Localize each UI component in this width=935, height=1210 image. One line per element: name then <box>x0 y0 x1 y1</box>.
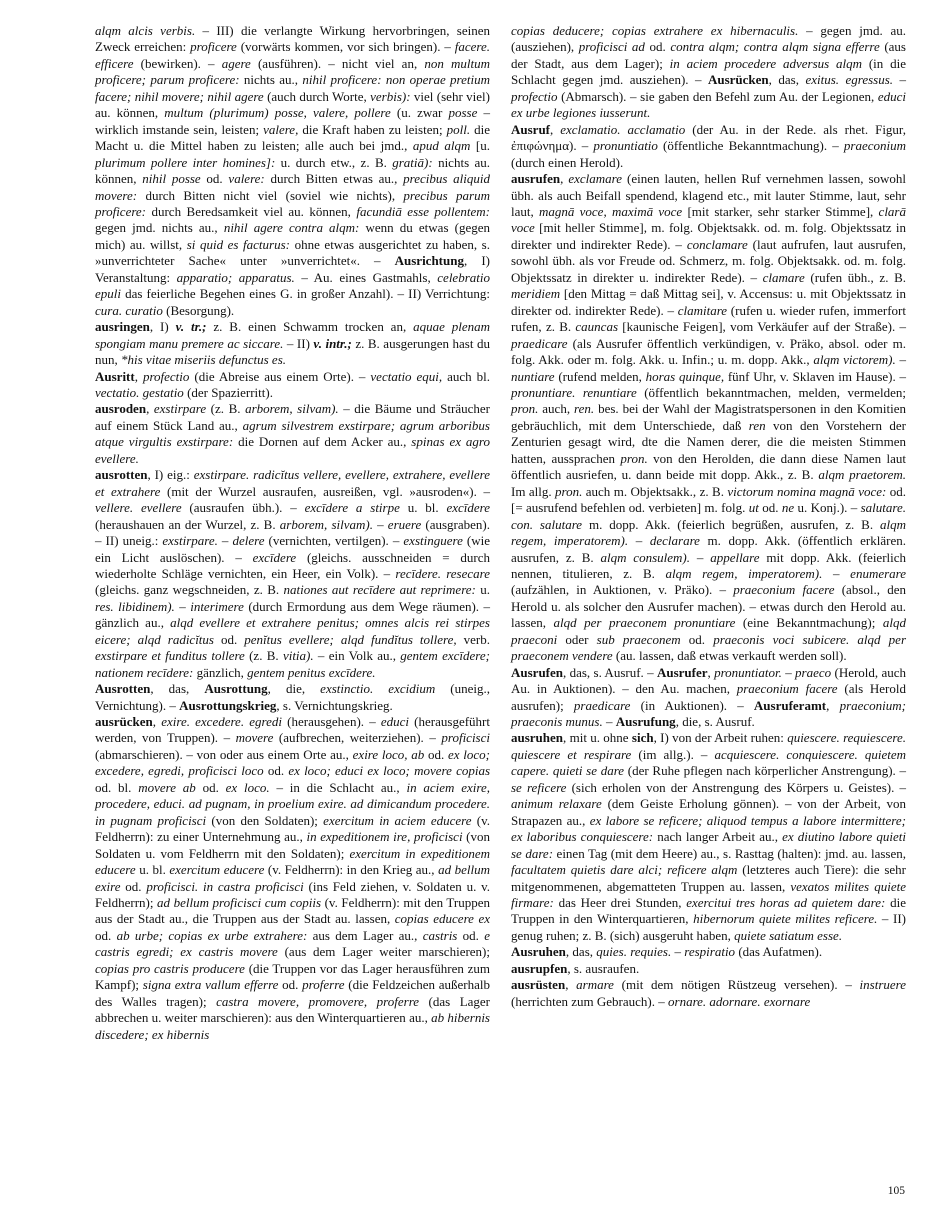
text-columns <box>95 23 906 1043</box>
dictionary-entry: ausrücken, exire. excedere. egredi (herausgehen). – educi (herausgeführt werden, von Truppen). – movere (aufbrechen, weiterziehen). – proficisci (abmarschieren). – von oder aus einem Orte au., exire loco, ab od. ex loco; excedere, egredi, proficisci loco od. ex loco; educi ex loco; movere copias od. bl. movere ab od. ex loco. – in die Schlacht au., in aciem exire, procedere, educi. ad pugnam, in proelium exire. ad dimicandum procedere. in pugnam proficisci (von den Soldaten); exercitum in aciem educere (v. Feldherrn): zu einer Unternehmung au., in expeditionem ire, proficisci (von Soldaten u. vom Feldherrn mit den Soldaten); exercitum in expeditionem educere u. bl. exercitum educere (v. Feldherrn): in den Krieg au., ad bellum exire od. proficisci. in castra proficisci (ins Feld ziehen, v. Soldaten u. v. Feldherrn); ad bellum proficisci cum copiis (v. Feldherrn): mit den Truppen aus der Stadt au., die Truppen aus der Stadt au. lassen, copias educere ex od. ab urbe; copias ex urbe extrahere: aus dem Lager au., castris od. e castris egredi; ex castris movere (aus dem Lager weiter marschieren); copias pro castris producere (die Truppen vor das Lager herausführen zum Kampf); signa extra vallum efferre od. proferre (die Feldzeichen außerhalb des Walles tragen); castra movere, promovere, proferre (das Lager abbrechen u. weiter marschieren): aus den Winterquartieren au., ab hibernis discedere; ex hibernis <box>95 714 491 1042</box>
dictionary-entry: ausruhen, mit u. ohne sich, I) von der Arbeit ruhen: quiescere. requiescere. quiescere et respirare (im allg.). – acquiescere. conquiescere. quietem capere. quieti se dare (der Ruhe pflegen nach körperlicher Anstrengung). – se reficere (sich erholen von der Anstrengung des Körpers u. Geistes). – animum relaxare (dem Geiste Erholung gönnen). – von der Arbeit, von Strapazen au., ex labore se reficere; aliquod tempus a labore intermittere; ex laboribus conquiescere: nach langer Arbeit au., ex diutino labore quieti se dare: einen Tag (mit dem Heere) au., s. Rasttag (halten): jmd. au. lassen, facultatem quietis dare alci; reficere alqm (letzteres auch Tiere): die sehr mitgenommenen, abgematteten Truppen au. lassen, vexatos milites quiete firmare: das Heer drei Stunden, exercitui tres horas ad quietem dare: die Truppen in den Winterquartieren, hibernorum quiete milites reficere. – II) genug ruhen; z. B. (sich) ausgeruht haben, quiete satiatum esse. <box>511 730 907 943</box>
dictionary-entry: ausringen, I) v. tr.; z. B. einen Schwamm trocken an, aquae plenam spongiam manu premere ac siccare. – II) v. intr.; z. B. ausgerungen hast du nun, *his vitae miseriis defunctus es. <box>95 319 490 368</box>
column-right <box>511 23 906 1043</box>
dictionary-entry: ausrotten, I) eig.: exstirpare. radicĭtus vellere, evellere, extrahere, evellere et extrahere (mit der Wurzel ausraufen, ausreißen, vgl. »ausroden«). – vellere. evellere (ausraufen übh.). – excīdere a stirpe u. bl. excīdere (heraushauen an der Wurzel, z. B. arborem, silvam). – eruere (ausgraben). – II) uneig.: exstirpare. – delere (vernichten, vertilgen). – exstinguere (wie ein Licht auslöschen). – excīdere (gleichs. ausschneiden = durch wiederholte Schläge vernichten, ein Heer, ein Volk). – recīdere. resecare (gleichs. ganz wegschneiden, z. B. nationes aut recīdere aut reprimere: u. res. libidinem). – interimere (durch Ermordung aus dem Wege räumen). – gänzlich au., alqd evellere et extrahere penitus; omnes alcis rei stirpes eicere; alqd radicĭtus od. penĭtus evellere; alqd fundĭtus tollere, verb. exstirpare et funditus tollere (z. B. vitia). – ein Volk au., gentem excīdere; nationem recīdere: gänzlich, gentem penitus excīdere. <box>95 467 491 680</box>
dictionary-entry: Ausritt, profectio (die Abreise aus einem Orte). – vectatio equi, auch bl. vectatio. gestatio (der Spazierritt). <box>95 368 491 400</box>
page-number: 105 <box>887 1185 905 1197</box>
dictionary-entry: Ausrotten, das, Ausrottung, die, exstinctio. excidium (uneig., Vernichtung). – Ausrottungskrieg, s. Vernichtungskrieg. <box>95 681 490 713</box>
dictionary-entry: ausrüsten, armare (mit dem nötigen Rüstzeug versehen). – instruere (herrichten zum Gebrauch). – ornare. adornare. exornare <box>511 977 906 1009</box>
dictionary-entry: alqm alcis verbis. – III) die verlangte Wirkung hervorbringen, seinen Zweck erreichen: proficere (vorwärts kommen, vor sich bringen). – facere. efficere (bewirken). – agere (ausführen). – nicht viel an, non multum proficere; parum proficere: nichts au., nihil proficere: non operae pretium facere; nihil movere; nihil agere (auch durch Worte, verbis): viel (sehr viel) au. können, multum (plurimum) posse, valere, pollere (u. zwar posse – wirklich imstande sein, leisten; valere, die Kraft haben zu leisten; poll. die Macht u. die Mittel haben zu leisten; alle auch bei jmd., apud alqm [u. plurimum pollere inter homines]: u. durch etw., z. B. gratiā): nichts au. können, nihil posse od. valere: durch Bitten etwas au., precibus aliquid movere: durch Bitten nicht viel (soviel wie nichts), precibus parum proficere: durch Beredsamkeit viel au. können, facundiā esse pollentem: gegen jmd. nichts au., nihil agere contra alqm: wenn du etwas (gegen mich) au. willst, si quid es facturus: ohne etwas ausgerichtet zu haben, s. »unverrichteter Sache« unter »unverrichtet«. – Ausrichtung, I) Veranstaltung: apparatio; apparatus. – Au. eines Gastmahls, celebratio epuli das feierliche Begehen eines G. in großer Anzahl). – II) Verrichtung: cura. curatio (Besorgung). <box>95 23 491 318</box>
dictionary-entry: Ausruf, exclamatio. acclamatio (der Au. in der Rede. als rhet. Figur, ἐπιφώνημα). – pronuntiatio (öffentliche Bekanntmachung). – praeconium (durch einen Herold). <box>511 121 907 170</box>
dictionary-entry: ausrupfen, s. ausraufen. <box>511 960 640 976</box>
dictionary-entry: ausroden, exstirpare (z. B. arborem, silvam). – die Bäume und Sträucher auf einem Stück Land au., agrum silvestrem exstirpare; agrum arboribus atque virgultis exstirpare: die Dornen auf dem Acker au., spinas ex agro evellere. <box>95 401 490 466</box>
dictionary-entry: ausrufen, exclamare (einen lauten, hellen Ruf vernehmen lassen, sowohl übh. als auch Beifall spendend, klagend etc., mit lauter Stimme, laut, sehr laut, magnā voce, maximā voce [mit starker, sehr starker Stimme], clarā voce [mit heller Stimme], m. folg. Objektsakk. od. m. folg. Objektssatz in direkter und indirekter Rede). – conclamare (laut aufrufen, laut ausrufen, sowohl übh. als vor Freude od. Schmerz, m. folg. Objektsakk. od. m. folg. Objektssatz in direkter u. indirekter Rede). – clamare (rufen übh., z. B. meridiem [den Mittag = daß Mittag sei], v. Accensus: u. mit Objektssatz in direkter od. indirekter Rede). – clamitare (rufen u. wieder rufen, immerfort rufen, z. B. cauncas [kaunische Feigen], vom Verkäufer auf der Straße). – praedicare (als Ausrufer öffentlich verkündigen, v. Präko, absol. oder m. folg. Akk. oder m. folg. Akk. u. Infin.; u. m. dopp. Akk., alqm victorem). – nuntiare (rufend melden, horas quinque, fünf Uhr, v. Sklaven im Hause). – pronuntiare. renuntiare (öffentlich bekanntmachen, melden, vermelden; pron. auch, ren. bes. bei der Wahl der Magistratspersonen in den Komitien gebräuchlich, mit dem Unterschiede, daß ren von den Vorstehern der Zenturien gesagt wird, dte die Namen derer, die die meisten Stimmen hatten, aussprachen pron. von den Herolden, die dann diese Namen laut öffentlich ausriefen, u. dann beide mit dopp. Akk., z. B. alqm praetorem. Im allg. pron. auch m. Objektsakk., z. B. victorum nomina magnā voce: od. [= ausrufend befehlen od. verbieten] m. folg. ut od. ne u. Konj.). – salutare. con. salutare m. dopp. Akk. (feierlich begrüßen, ausrufen, z. B. alqm regem, imperatorem). – declarare m. dopp. Akk. (öffentlich erklären. ausrufen, z. B. alqm consulem). – appellare mit dopp. Akk. (feierlich nennen, titulieren, z. B. alqm regem, imperatorem). – enumerare (aufzählen, in Auktionen, v. Präko). – praeconium facere (absol., den Herold u. als solcher den Ausrufer machen). – etwas durch den Herold au. lassen, alqd per praeconem pronuntiare (eine Bekanntmachung); alqd praeconi oder sub praeconem od. praeconis voci subicere. alqd per praeconem vendere (au. lassen, daß etwas verkauft werden soll). <box>511 171 907 664</box>
dictionary-entry: Ausruhen, das, quies. requies. – respiratio (das Aufatmen). <box>511 944 823 960</box>
dictionary-entry: Ausrufen, das, s. Ausruf. – Ausrufer, pronuntiator. – praeco (Herold, auch Au. in Auktionen). – den Au. machen, praeconium facere (als Herold ausrufen); praedicare (in Auktionen). – Ausruferamt, praeconium; praeconis munus. – Ausrufung, die, s. Ausruf. <box>511 664 907 730</box>
dictionary-entry: copias deducere; copias extrahere ex hibernaculis. – gegen jmd. au. (ausziehen), proficisci ad od. contra alqm; contra alqm signa efferre (aus der Stadt, aus dem Lager); in aciem procedere adversus alqm (in die Schlacht gegen jmd. ausziehen). – Ausrücken, das, exitus. egressus. – profectio (Abmarsch). – sie gaben den Befehl zum Au. der Legionen, educi ex urbe legiones iusserunt. <box>511 23 907 121</box>
column-left <box>95 23 490 1043</box>
